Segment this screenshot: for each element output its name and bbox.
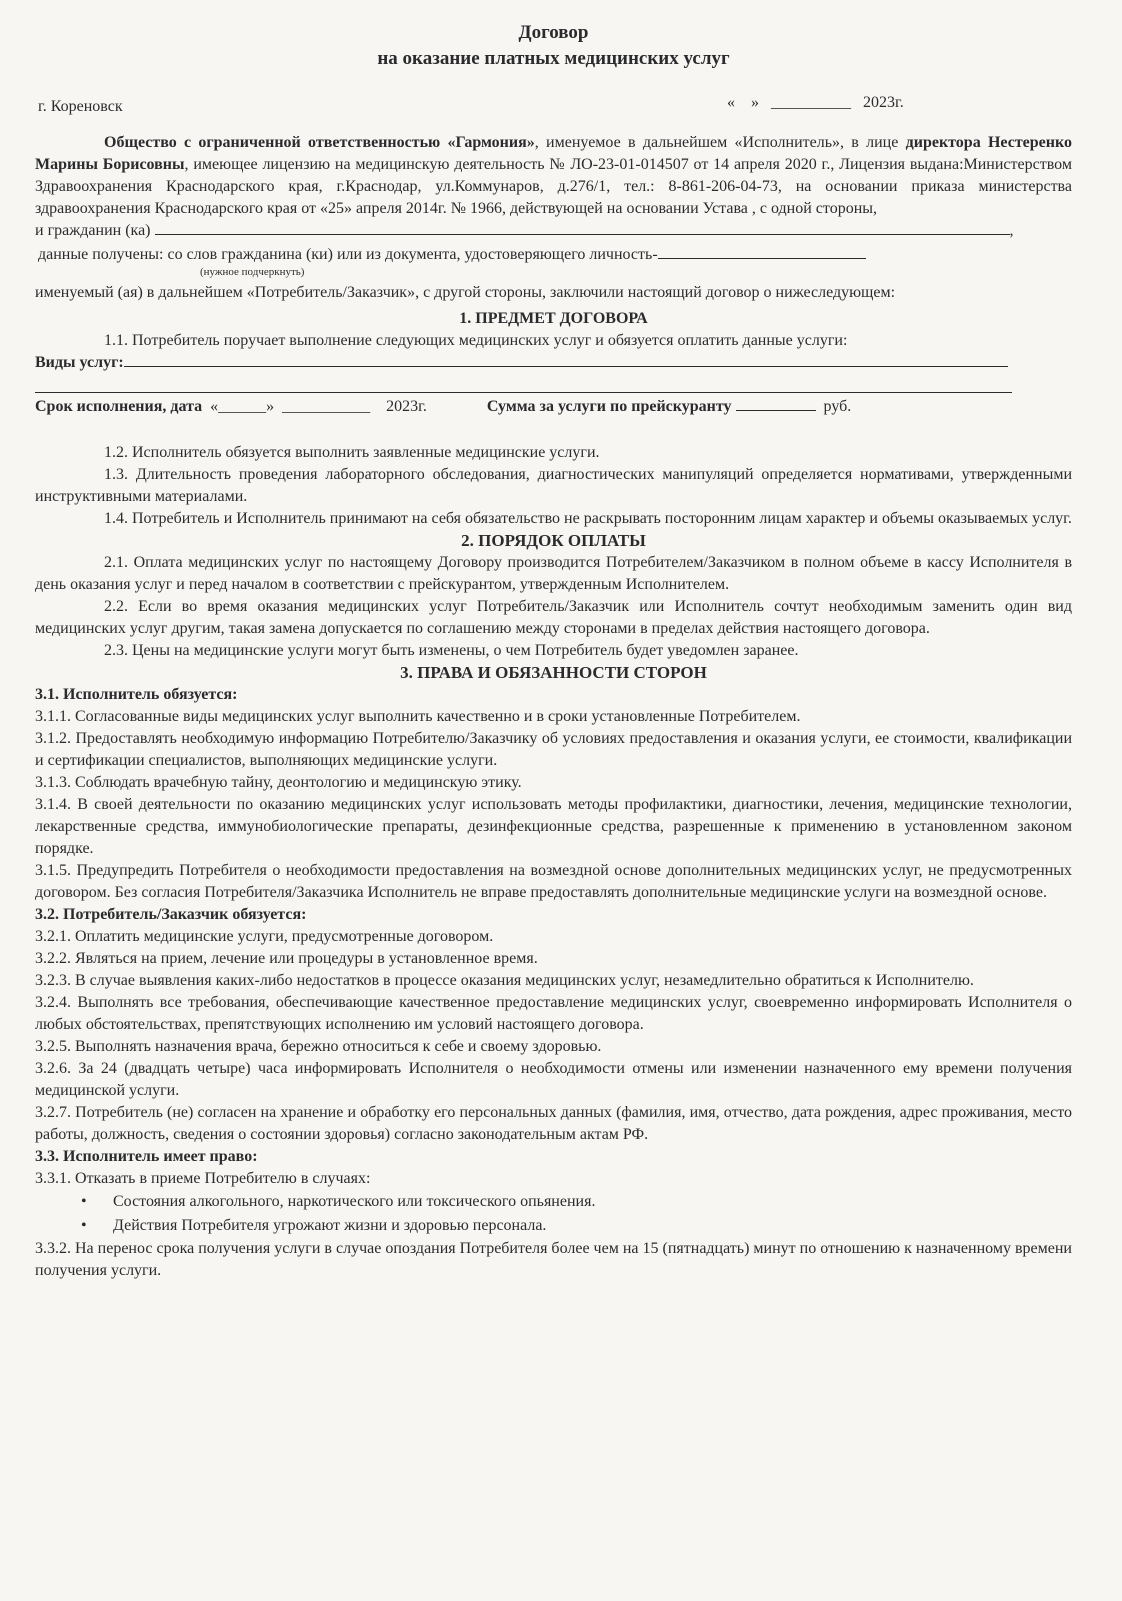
citizen-label: и гражданин (ка) — [35, 222, 151, 239]
place-date-line — [35, 94, 1072, 124]
clause-3-2-4: 3.2.4. Выполнять все требования, обеспечивающие качественное предоставление медицинских услуг, своевременно информировать Исполнителя о любых обстоятельствах, препятствующих исполнению им условий настоящего договора. — [35, 994, 1072, 1033]
sum-field[interactable] — [736, 396, 816, 411]
sum-label: Сумма за услуги по прейскуранту — [486, 398, 732, 415]
clause-3-1-1: 3.1.1. Согласованные виды медицинских услуг выполнить качественно и в сроки установленные Потребителем. — [35, 708, 801, 725]
heading-3-3: 3.3. Исполнитель имеет право: — [35, 1148, 258, 1165]
clause-1-1: 1.1. Потребитель поручает выполнение следующих медицинских услуг и обязуется оплатить данные услуги: — [104, 332, 848, 349]
heading-3-2: 3.2. Потребитель/Заказчик обязуется: — [35, 906, 307, 923]
clause-3-1-5: 3.1.5. Предупредить Потребителя о необходимости предоставления на возмездной основе дополнительных медицинских услуг, не предусмотренных договором. Без согласия Потребителя/Заказчика Исполнитель не вправе предоставлять дополнительные медицинские услуги на возмездной основе. — [35, 862, 1072, 901]
section-3-heading: 3. ПРАВА И ОБЯЗАННОСТИ СТОРОН — [400, 663, 707, 682]
org-name: Общество с ограниченной ответственностью «Гармония» — [104, 134, 535, 151]
clause-3-2-3: 3.2.3. В случае выявления каких-либо недостатков в процессе оказания медицинских услуг, незамедлительно обратиться к Исполнителю. — [35, 972, 974, 989]
director-name: директора Нестеренко Марины Борисовны — [35, 134, 1073, 173]
bullet-icon: • — [81, 1193, 87, 1210]
services-label: Виды услуг: — [35, 354, 124, 371]
clause-1-3: 1.3. Длительность проведения лабораторного обследования, диагностических манипуляций определяется нормативами, утвержденными инструктивными материалами. — [35, 466, 1072, 505]
clause-1-4: 1.4. Потребитель и Исполнитель принимают на себя обязательство не раскрывать посторонним лицам характер и объемы оказываемых услуг. — [104, 510, 1072, 527]
clause-2-2: 2.2. Если во время оказания медицинских услуг Потребитель/Заказчик или Исполнитель сочтут необходимым заменить один вид медицинских услуг другим, такая замена допускается по соглашению между сторонами в пределах действия настоящего договора. — [35, 598, 1072, 637]
section-1-heading: 1. ПРЕДМЕТ ДОГОВОРА — [459, 310, 648, 327]
city: г. Кореновск — [38, 98, 123, 115]
clause-2-1: 2.1. Оплата медицинских услуг по настоящему Договору производится Потребителем/Заказчиком в полном объеме в кассу Исполнителя в день оказания услуг и перед началом в соответствии с прейскурантом, утвержденным Исполнителем. — [35, 554, 1072, 593]
deadline-label: Срок исполнения, дата — [35, 398, 203, 415]
document-field[interactable] — [658, 244, 866, 259]
clause-3-2-5: 3.2.5. Выполнять назначения врача, бережно относиться к себе и своему здоровью. — [35, 1038, 602, 1055]
clause-3-2-6: 3.2.6. За 24 (двадцать четыре) часа информировать Исполнителя о необходимости отмены или изменении назначенного ему времени получения медицинской услуги. — [35, 1060, 1072, 1099]
clause-3-1-3: 3.1.3. Соблюдать врачебную тайну, деонтологию и медицинскую этику. — [35, 774, 522, 791]
sum-unit: руб. — [823, 398, 852, 415]
data-source-line — [35, 244, 1072, 266]
contract-date: « » __________ 2023г. — [727, 94, 904, 111]
list-item: • Действия Потребителя угрожают жизни и здоровью персонала. — [113, 1214, 1072, 1238]
named-paragraph: именуемый (ая) в дальнейшем «Потребитель/Заказчик», с другой стороны, заключили настоящий договор о нижеследующем: — [35, 284, 896, 301]
clause-3-3-1: 3.3.1. Отказать в приеме Потребителю в случаях: — [35, 1170, 371, 1187]
clause-3-1-4: 3.1.4. В своей деятельности по оказанию медицинских услуг использовать методы профилактики, диагностики, лечения, медицинские технологии, лекарственные средства, иммунобиологические препараты, дезинфекционные средства, разрешенные к применению в установленном законом порядке. — [35, 796, 1072, 857]
clause-3-2-7: 3.2.7. Потребитель (не) согласен на хранение и обработку его персональных данных (фамилия, имя, отчество, дата рождения, адрес проживания, место работы, должность, сведения о состоянии здоровья) согласно законодательным актам РФ. — [35, 1104, 1072, 1143]
deadline-sum-line — [35, 396, 1072, 418]
data-source-label: данные получены: со слов гражданина (ки) или из документа, удостоверяющего личность- — [38, 246, 658, 263]
citizen-line: и гражданин (ка) , — [35, 220, 1072, 242]
services-line — [35, 352, 1072, 374]
clause-1-2: 1.2. Исполнитель обязуется выполнить заявленные медицинские услуги. — [104, 444, 600, 461]
services-field-extra[interactable] — [35, 374, 1012, 393]
heading-3-1: 3.1. Исполнитель обязуется: — [35, 686, 238, 703]
clause-3-2-1: 3.2.1. Оплатить медицинские услуги, предусмотренные договором. — [35, 928, 494, 945]
underline-note: (нужное подчеркнуть) — [200, 266, 305, 278]
bullet-icon: • — [81, 1217, 87, 1234]
clause-3-1-2: 3.1.2. Предоставлять необходимую информацию Потребителю/Заказчику об условиях предоставления и оказания услуги, ее стоимости, квалификации и сертификации специалистов, выполняющих медицинские услуги. — [35, 730, 1072, 769]
clause-3-3-2: 3.3.2. На перенос срока получения услуги в случае опоздания Потребителя более чем на 15 (пятнадцать) минут по отношению к назначенному времени получения услуги. — [35, 1240, 1072, 1279]
refusal-list — [35, 1190, 1072, 1238]
deadline-date: «______» ___________ 2023г. — [210, 398, 427, 415]
list-item: • Состояния алкогольного, наркотического или токсического опьянения. — [113, 1190, 1072, 1214]
doc-title: Договор — [518, 22, 589, 43]
citizen-field[interactable] — [155, 220, 1010, 235]
clause-2-3: 2.3. Цены на медицинские услуги могут быть изменены, о чем Потребитель будет уведомлен заранее. — [104, 642, 799, 659]
clause-3-2-2: 3.2.2. Являться на прием, лечение или процедуры в установленное время. — [35, 950, 538, 967]
section-2-heading: 2. ПОРЯДОК ОПЛАТЫ — [461, 531, 646, 550]
services-field[interactable] — [124, 352, 1008, 367]
doc-subtitle: на оказание платных медицинских услуг — [377, 48, 730, 69]
intro-paragraph: Общество с ограниченной ответственностью «Гармония», именуемое в дальнейшем «Исполнитель», в лице директора Нестеренко Марины Борисовны, имеющее лицензию на медицинскую деятельность № ЛО-23-01-014507 от 14 апреля 2020 г., Лицензия выдана:Министерством Здравоохранения Краснодарского края, г.Краснодар, ул.Коммунаров, д.276/1, тел.: 8-861-206-04-73, на основании приказа министерства здравоохранения Краснодарского края от «25» апреля 2014г. № 1966, действующей на основании Устава , с одной стороны, — [35, 134, 1073, 217]
